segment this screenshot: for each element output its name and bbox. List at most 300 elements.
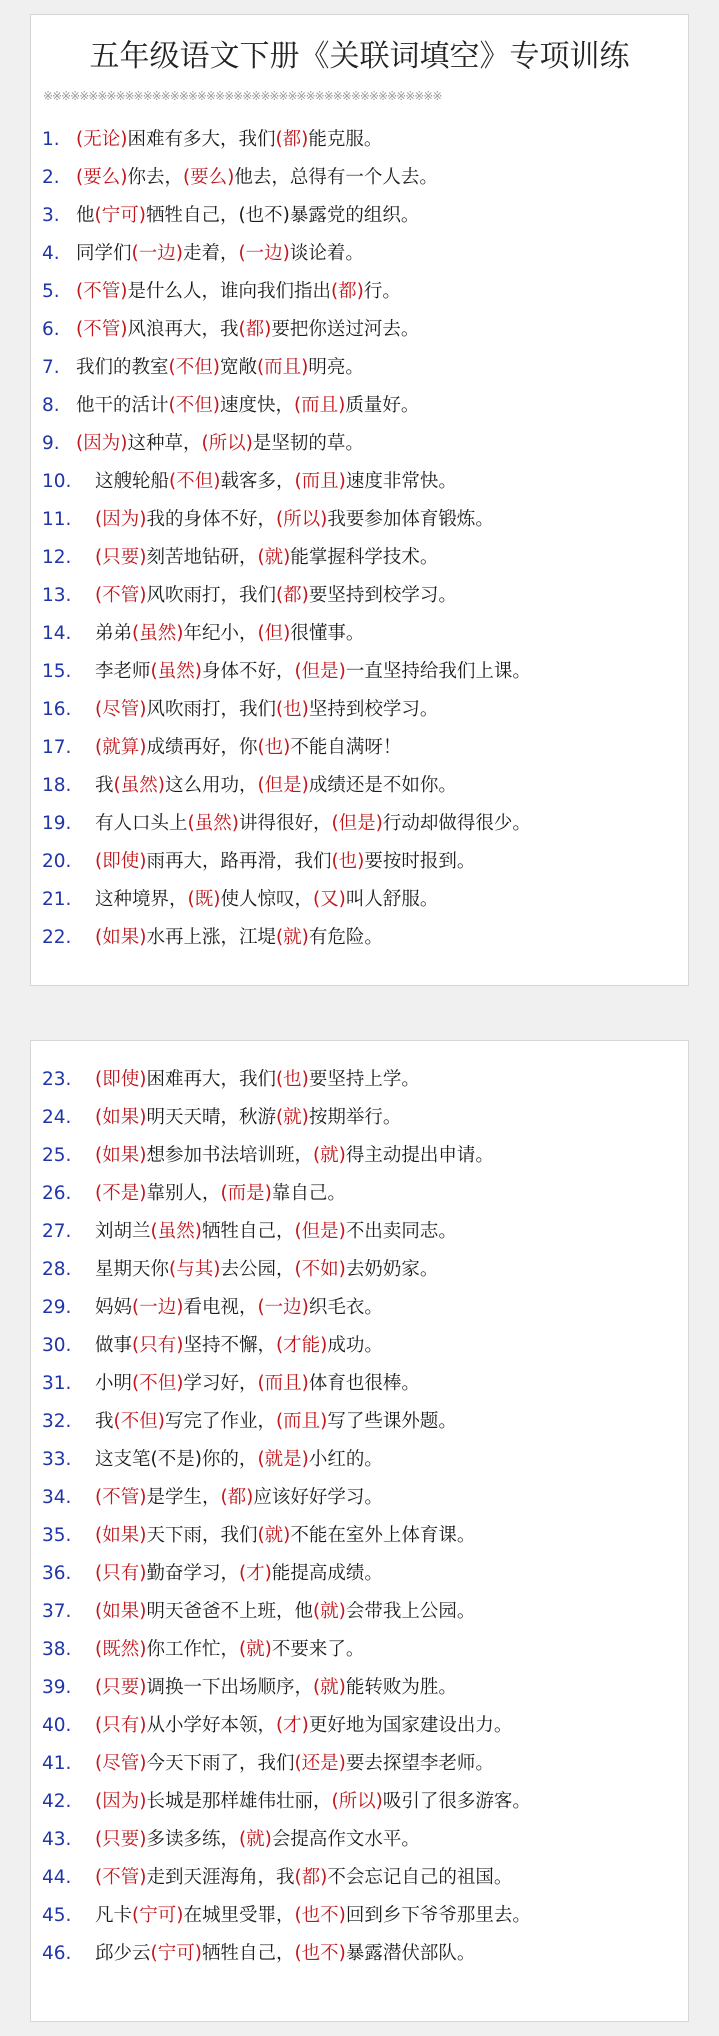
question-item: [31, 1783, 688, 1821]
question-number: 4.: [42, 243, 60, 264]
question-number: 11.: [42, 509, 72, 530]
sentence-text: 困难再大，我们: [146, 1069, 276, 1090]
conjunction-keyword: (如果): [95, 1107, 147, 1128]
conjunction-keyword: (一边): [238, 243, 290, 264]
sentence-text: 李老师: [95, 661, 151, 682]
question-sentence: [95, 501, 494, 539]
sentence-text: 刻苦地钻研，: [146, 547, 258, 568]
question-item: [31, 1137, 688, 1175]
question-sentence: [76, 425, 364, 463]
conjunction-keyword: (而且): [256, 357, 309, 378]
conjunction-keyword: (因为): [95, 1791, 147, 1812]
sentence-text: 能提高成绩。: [271, 1563, 383, 1584]
conjunction-keyword: (只有): [132, 1335, 184, 1356]
question-item: [31, 1403, 688, 1441]
question-number: 42.: [42, 1791, 72, 1812]
question-sentence: [95, 1061, 420, 1099]
question-number: 44.: [42, 1867, 72, 1888]
sentence-text: 很懂事。: [290, 623, 365, 644]
question-number: 29.: [42, 1297, 72, 1318]
conjunction-keyword: (就): [257, 1525, 291, 1546]
question-item: [31, 1061, 688, 1099]
sentence-text: 这种境界，: [95, 889, 188, 910]
conjunction-keyword: (即使): [95, 1069, 147, 1090]
sentence-text: 要坚持上学。: [308, 1069, 420, 1090]
conjunction-keyword: (不但): [132, 1373, 184, 1394]
question-item: [31, 539, 688, 577]
sentence-text: 能掌握科学技术。: [290, 547, 439, 568]
question-number: 20.: [42, 851, 72, 872]
conjunction-keyword: (如果): [95, 1525, 147, 1546]
question-sentence: [95, 1137, 494, 1175]
sentence-text: 我要参加体育锻炼。: [327, 509, 494, 530]
conjunction-keyword: (只有): [95, 1563, 147, 1584]
question-item: [31, 425, 688, 463]
question-item: [31, 881, 688, 919]
conjunction-keyword: (都): [275, 585, 309, 606]
question-sentence: [95, 1327, 383, 1365]
question-item: [31, 349, 688, 387]
sentence-text: 牺牲自己，(也不)暴露党的组织。: [145, 205, 420, 226]
conjunction-keyword: (还是): [294, 1753, 346, 1774]
question-item: [31, 501, 688, 539]
question-number: 25.: [42, 1145, 72, 1166]
question-item: [31, 1251, 688, 1289]
question-number: 43.: [42, 1829, 72, 1850]
conjunction-keyword: (如果): [95, 927, 147, 948]
question-number: 21.: [42, 889, 72, 910]
question-sentence: [95, 805, 531, 843]
question-item: [31, 311, 688, 349]
conjunction-keyword: (即使): [95, 851, 147, 872]
sentence-text: 天下雨，我们: [146, 1525, 258, 1546]
conjunction-keyword: (无论): [76, 129, 128, 150]
question-sentence: [76, 159, 438, 197]
sentence-text: 雨再大，路再滑，我们: [146, 851, 332, 872]
conjunction-keyword: (既然): [95, 1639, 147, 1660]
sentence-text: 成绩再好，你: [146, 737, 258, 758]
sentence-text: 速度非常快。: [345, 471, 457, 492]
sentence-text: 这支笔(不是)你的，: [95, 1449, 258, 1470]
conjunction-keyword: (宁可): [150, 1943, 202, 1964]
question-sentence: [95, 1403, 457, 1441]
question-number: 30.: [42, 1335, 72, 1356]
sentence-text: 他干的活计: [76, 395, 169, 416]
question-number: 37.: [42, 1601, 72, 1622]
conjunction-keyword: (虽然): [113, 775, 165, 796]
sentence-text: 织毛衣。: [308, 1297, 383, 1318]
sentence-text: 谈论着。: [289, 243, 364, 264]
sentence-text: 是坚韧的草。: [252, 433, 364, 454]
conjunction-keyword: (虽然): [150, 661, 202, 682]
question-number: 7.: [42, 357, 60, 378]
question-item: [31, 235, 688, 273]
conjunction-keyword: (宁可): [94, 205, 146, 226]
sentence-text: 从小学好本领，: [146, 1715, 276, 1736]
conjunction-keyword: (才): [238, 1563, 272, 1584]
question-sentence: [76, 349, 364, 387]
question-item: [31, 1859, 688, 1897]
sentence-text: 这艘轮船: [95, 471, 170, 492]
question-item: [31, 463, 688, 501]
question-item: [31, 1479, 688, 1517]
question-item: [31, 1213, 688, 1251]
sentence-text: 写完了作业，: [164, 1411, 276, 1432]
question-sentence: [76, 311, 419, 349]
conjunction-keyword: (只要): [95, 1829, 147, 1850]
question-number: 39.: [42, 1677, 72, 1698]
conjunction-keyword: (只要): [95, 547, 147, 568]
question-sentence: [95, 1365, 420, 1403]
conjunction-keyword: (不但): [113, 1411, 165, 1432]
conjunction-keyword: (不是): [95, 1183, 147, 1204]
conjunction-keyword: (但是): [257, 775, 309, 796]
sentence-text: 一直坚持给我们上课。: [345, 661, 531, 682]
conjunction-keyword: (而且): [294, 471, 346, 492]
conjunction-keyword: (所以): [331, 1791, 383, 1812]
sentence-text: 他去，总得有一个人去。: [234, 167, 438, 188]
question-sentence: [95, 767, 457, 805]
conjunction-keyword: (就): [257, 547, 291, 568]
conjunction-keyword: (不管): [76, 319, 128, 340]
conjunction-keyword: (既): [187, 889, 221, 910]
sentence-text: 速度快，: [219, 395, 294, 416]
question-list-1: [31, 103, 688, 957]
question-number: 38.: [42, 1639, 72, 1660]
sentence-text: 凡卡: [95, 1905, 133, 1926]
question-item: [31, 1365, 688, 1403]
conjunction-keyword: (虽然): [150, 1221, 202, 1242]
conjunction-keyword: (但是): [294, 661, 346, 682]
sentence-text: 使人惊叹，: [220, 889, 313, 910]
question-sentence: [95, 1289, 383, 1327]
question-item: [31, 1441, 688, 1479]
conjunction-keyword: (就): [312, 1677, 346, 1698]
question-number: 41.: [42, 1753, 72, 1774]
sentence-text: 行动却做得很少。: [382, 813, 531, 834]
question-number: 22.: [42, 927, 72, 948]
conjunction-keyword: (一边): [131, 243, 183, 264]
question-number: 2.: [42, 167, 60, 188]
question-number: 10.: [42, 471, 72, 492]
sentence-text: 勤奋学习，: [146, 1563, 239, 1584]
sentence-text: 去奶奶家。: [345, 1259, 439, 1280]
conjunction-keyword: (就): [312, 1601, 346, 1622]
conjunction-keyword: (都): [238, 319, 272, 340]
conjunction-keyword: (尽管): [95, 699, 147, 720]
question-sentence: [95, 1517, 475, 1555]
question-number: 14.: [42, 623, 72, 644]
sentence-text: 要坚持到校学习。: [308, 585, 457, 606]
question-item: [31, 197, 688, 235]
question-item: [31, 1555, 688, 1593]
question-item: [31, 387, 688, 425]
sentence-text: 靠别人，: [146, 1183, 221, 1204]
question-number: 34.: [42, 1487, 72, 1508]
sentence-text: 多读多练，: [146, 1829, 239, 1850]
question-sentence: [95, 653, 531, 691]
question-sentence: [95, 1745, 494, 1783]
question-number: 6.: [42, 319, 60, 340]
question-number: 23.: [42, 1069, 72, 1090]
question-number: 33.: [42, 1449, 72, 1470]
question-item: [31, 1935, 688, 1973]
question-list-2: [31, 1041, 688, 1973]
question-item: [31, 653, 688, 691]
question-number: 1.: [42, 129, 60, 150]
sentence-text: 风浪再大，我: [127, 319, 239, 340]
sentence-text: 叫人舒服。: [345, 889, 439, 910]
decorative-divider: ※※※※※※※※※※※※※※※※※※※※※※※※※※※※※※※※※※※※※※※※※※※※: [43, 89, 442, 103]
conjunction-keyword: (而且): [275, 1411, 328, 1432]
conjunction-keyword: (而且): [257, 1373, 309, 1394]
question-sentence: [76, 197, 419, 235]
sentence-text: 我们的教室: [76, 357, 169, 378]
question-number: 5.: [42, 281, 60, 302]
conjunction-keyword: (所以): [201, 433, 253, 454]
question-number: 46.: [42, 1943, 72, 1964]
sentence-text: 成功。: [327, 1335, 383, 1356]
sentence-text: 能转败为胜。: [345, 1677, 457, 1698]
conjunction-keyword: (而是): [220, 1183, 272, 1204]
conjunction-keyword: (如果): [95, 1601, 147, 1622]
sentence-text: 牺牲自己，: [201, 1221, 295, 1242]
sentence-text: 我: [95, 1411, 114, 1432]
sentence-text: 这么用功，: [164, 775, 258, 796]
sentence-text: 看电视，: [183, 1297, 258, 1318]
sentence-text: 按期举行。: [308, 1107, 402, 1128]
sentence-text: 小明: [95, 1373, 133, 1394]
sentence-text: 坚持到校学习。: [308, 699, 439, 720]
sentence-text: 你工作忙，: [146, 1639, 239, 1660]
sentence-text: 身体不好，: [201, 661, 295, 682]
question-item: [31, 1897, 688, 1935]
question-item: [31, 1631, 688, 1669]
sentence-text: 这种草，: [127, 433, 202, 454]
conjunction-keyword: (如果): [95, 1145, 147, 1166]
conjunction-keyword: (就是): [257, 1449, 309, 1470]
sentence-text: 质量好。: [345, 395, 420, 416]
sentence-text: 学习好，: [183, 1373, 258, 1394]
conjunction-keyword: (但是): [294, 1221, 346, 1242]
worksheet-part-1: [30, 14, 689, 986]
sentence-text: 弟弟: [95, 623, 133, 644]
question-sentence: [95, 1251, 438, 1289]
question-number: 12.: [42, 547, 72, 568]
question-sentence: [95, 1821, 420, 1859]
question-number: 24.: [42, 1107, 72, 1128]
question-item: [31, 767, 688, 805]
sentence-text: 做事: [95, 1335, 133, 1356]
sentence-text: 水再上涨，江堤: [146, 927, 276, 948]
question-item: [31, 273, 688, 311]
question-sentence: [95, 1897, 531, 1935]
sentence-text: 讲得很好，: [238, 813, 332, 834]
sentence-text: 走到天涯海角，我: [146, 1867, 295, 1888]
conjunction-keyword: (都): [330, 281, 364, 302]
question-number: 40.: [42, 1715, 72, 1736]
question-item: [31, 1593, 688, 1631]
question-sentence: [95, 1935, 475, 1973]
conjunction-keyword: (就算): [95, 737, 147, 758]
conjunction-keyword: (也不): [294, 1943, 346, 1964]
conjunction-keyword: (就): [238, 1829, 272, 1850]
question-sentence: [95, 1707, 512, 1745]
sentence-text: 是学生，: [146, 1487, 221, 1508]
conjunction-keyword: (要么): [182, 167, 235, 188]
question-number: 31.: [42, 1373, 72, 1394]
question-sentence: [95, 539, 438, 577]
sentence-text: 成绩还是不如你。: [308, 775, 457, 796]
conjunction-keyword: (就): [238, 1639, 272, 1660]
question-item: [31, 1099, 688, 1137]
conjunction-keyword: (才能): [275, 1335, 328, 1356]
question-number: 19.: [42, 813, 72, 834]
conjunction-keyword: (不但): [168, 395, 220, 416]
question-sentence: [95, 1593, 475, 1631]
conjunction-keyword: (也): [257, 737, 291, 758]
conjunction-keyword: (也不): [294, 1905, 346, 1926]
question-item: [31, 121, 688, 159]
sentence-text: 走着，: [182, 243, 239, 264]
sentence-text: 去公园，: [220, 1259, 295, 1280]
question-item: [31, 577, 688, 615]
question-number: 9.: [42, 433, 60, 454]
sentence-text: 要去探望李老师。: [345, 1753, 494, 1774]
conjunction-keyword: (要么): [76, 167, 128, 188]
sentence-text: 邱少云: [95, 1943, 151, 1964]
sentence-text: 要按时报到。: [364, 851, 476, 872]
conjunction-keyword: (而且): [293, 395, 346, 416]
question-sentence: [95, 1175, 346, 1213]
sentence-text: 靠自己。: [271, 1183, 346, 1204]
sentence-text: 写了些课外题。: [327, 1411, 457, 1432]
conjunction-keyword: (但是): [331, 813, 383, 834]
sentence-text: 星期天你: [95, 1259, 170, 1280]
sentence-text: 明天天晴，秋游: [146, 1107, 276, 1128]
conjunction-keyword: (不管): [95, 1487, 147, 1508]
question-sentence: [95, 691, 438, 729]
question-number: 15.: [42, 661, 72, 682]
question-item: [31, 1745, 688, 1783]
sentence-text: 应该好好学习。: [253, 1487, 383, 1508]
conjunction-keyword: (不如): [294, 1259, 346, 1280]
sentence-text: 在城里受罪，: [183, 1905, 295, 1926]
question-sentence: [95, 1555, 383, 1593]
sentence-text: 宽敞: [219, 357, 257, 378]
sentence-text: 明天爸爸不上班，他: [146, 1601, 313, 1622]
question-number: 26.: [42, 1183, 72, 1204]
sentence-text: 行。: [363, 281, 401, 302]
conjunction-keyword: (宁可): [132, 1905, 184, 1926]
sentence-text: 我: [95, 775, 114, 796]
conjunction-keyword: (都): [294, 1867, 328, 1888]
conjunction-keyword: (不管): [95, 1867, 147, 1888]
sentence-text: 吸引了很多游客。: [382, 1791, 531, 1812]
conjunction-keyword: (都): [275, 129, 309, 150]
sentence-text: 我的身体不好，: [146, 509, 276, 530]
conjunction-keyword: (不管): [76, 281, 128, 302]
conjunction-keyword: (就): [312, 1145, 346, 1166]
sentence-text: 他: [76, 205, 95, 226]
question-sentence: [95, 1859, 512, 1897]
question-item: [31, 843, 688, 881]
sentence-text: 体育也很棒。: [308, 1373, 420, 1394]
question-item: [31, 691, 688, 729]
question-number: 35.: [42, 1525, 72, 1546]
sentence-text: 风吹雨打，我们: [146, 585, 276, 606]
conjunction-keyword: (只有): [95, 1715, 147, 1736]
conjunction-keyword: (一边): [257, 1297, 309, 1318]
sentence-text: 妈妈: [95, 1297, 133, 1318]
question-item: [31, 159, 688, 197]
sentence-text: 刘胡兰: [95, 1221, 151, 1242]
sentence-text: 载客多，: [220, 471, 295, 492]
sentence-text: 不能自满呀！: [290, 737, 402, 758]
question-item: [31, 1327, 688, 1365]
question-item: [31, 1669, 688, 1707]
sentence-text: 不要来了。: [271, 1639, 365, 1660]
conjunction-keyword: (与其): [169, 1259, 221, 1280]
question-number: 32.: [42, 1411, 72, 1432]
question-sentence: [76, 273, 401, 311]
conjunction-keyword: (也): [275, 699, 309, 720]
question-sentence: [95, 1669, 457, 1707]
sentence-text: 更好地为国家建设出力。: [308, 1715, 513, 1736]
sentence-text: 会提高作文水平。: [271, 1829, 420, 1850]
question-number: 3.: [42, 205, 60, 226]
sentence-text: 牺牲自己，: [201, 1943, 295, 1964]
question-item: [31, 1289, 688, 1327]
conjunction-keyword: (虽然): [132, 623, 184, 644]
sentence-text: 回到乡下爷爷那里去。: [345, 1905, 531, 1926]
sentence-text: 有危险。: [308, 927, 383, 948]
conjunction-keyword: (只要): [95, 1677, 147, 1698]
question-item: [31, 1821, 688, 1859]
sentence-text: 坚持不懈，: [183, 1335, 276, 1356]
sentence-text: 不出卖同志。: [345, 1221, 457, 1242]
sentence-text: 得主动提出申请。: [345, 1145, 494, 1166]
sentence-text: 困难有多大，我们: [127, 129, 276, 150]
conjunction-keyword: (不但): [168, 357, 220, 378]
question-sentence: [95, 1099, 401, 1137]
conjunction-keyword: (所以): [275, 509, 328, 530]
sentence-text: 要把你送过河去。: [271, 319, 420, 340]
question-number: 28.: [42, 1259, 72, 1280]
question-number: 8.: [42, 395, 60, 416]
sentence-text: 不会忘记自己的祖国。: [327, 1867, 513, 1888]
sentence-text: 能克服。: [308, 129, 383, 150]
sentence-text: 同学们: [76, 243, 132, 264]
conjunction-keyword: (一边): [132, 1297, 184, 1318]
conjunction-keyword: (都): [220, 1487, 254, 1508]
question-sentence: [95, 1783, 531, 1821]
question-item: [31, 1175, 688, 1213]
sentence-text: 暴露潜伏部队。: [345, 1943, 476, 1964]
conjunction-keyword: (就): [275, 1107, 309, 1128]
question-item: [31, 919, 688, 957]
question-number: 16.: [42, 699, 72, 720]
question-sentence: [76, 235, 364, 273]
question-sentence: [95, 1441, 383, 1479]
conjunction-keyword: (尽管): [95, 1753, 147, 1774]
sentence-text: 小红的。: [308, 1449, 383, 1470]
question-sentence: [95, 729, 401, 767]
worksheet-part-2: [30, 1040, 689, 2022]
sentence-text: 长城是那样雄伟壮丽，: [146, 1791, 332, 1812]
sentence-text: 你去，: [127, 167, 183, 188]
question-item: [31, 615, 688, 653]
